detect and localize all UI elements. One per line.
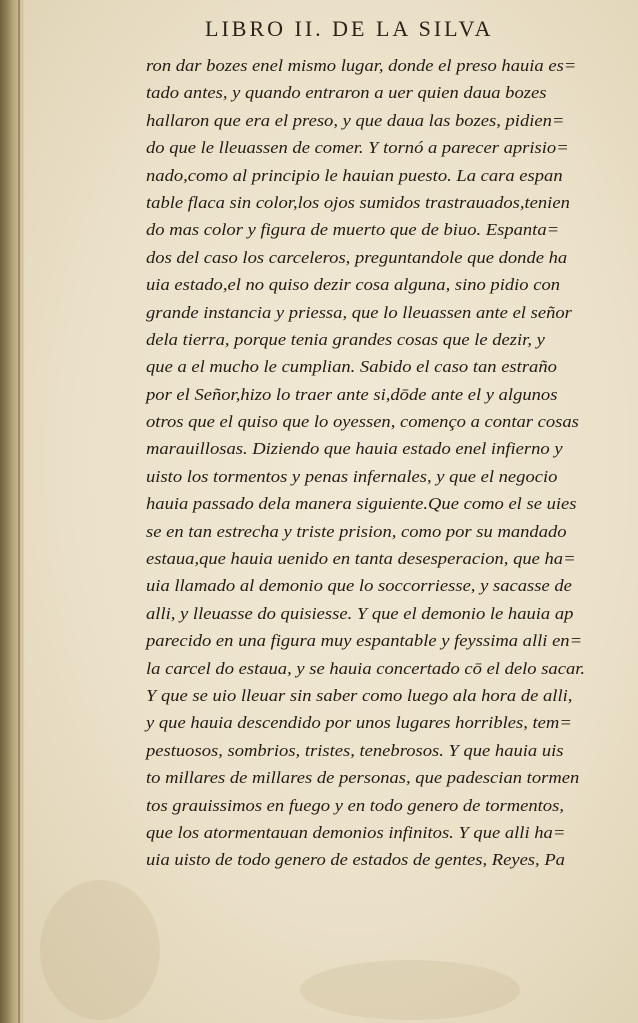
text-line: otros que el quiso que lo oyessen, començo a contar cosas	[146, 412, 579, 432]
text-line: hauia passado dela manera siguiente.Que como el se uies	[146, 494, 577, 514]
text-line: dela tierra, porque tenia grandes cosas que le dezir, y	[146, 329, 545, 349]
body-text	[146, 52, 616, 874]
text-line: uia estado,el no quiso dezir cosa alguna, sino pidio con	[146, 275, 561, 295]
text-line: dos del caso los carceleros, preguntandole que donde ha	[146, 247, 568, 267]
text-line: y que hauia descendido por unos lugares horribles, tem=	[146, 713, 572, 733]
book-gutter	[0, 0, 24, 1023]
gutter-fold-line	[18, 0, 20, 1023]
paper-stain	[300, 960, 520, 1020]
text-line: do mas color y figura de muerto que de biuo. Espanta=	[146, 220, 560, 240]
text-line: marauillosas. Diziendo que hauia estado enel infierno y	[146, 439, 563, 459]
text-line: do que le lleuassen de comer. Y tornó a parecer aprisio=	[146, 138, 569, 158]
text-line: ron dar bozes enel mismo lugar, donde el preso hauia es=	[146, 56, 577, 75]
running-header: LIBRO II. DE LA SILVA	[205, 16, 494, 41]
paper-stain	[40, 880, 160, 1020]
text-line: table flaca sin color,los ojos sumidos trastrauados,tenien	[146, 192, 570, 212]
text-line: se en tan estrecha y triste prision, como por su mandado	[146, 521, 567, 541]
text-line: tado antes, y quando entraron a uer quien daua bozes	[146, 83, 547, 103]
text-line: uisto los tormentos y penas infernales, y que el negocio	[146, 466, 558, 486]
text-line: la carcel do estaua, y se hauia concertado cō el delo sacar.	[146, 658, 586, 678]
text-line: hallaron que era el preso, y que daua las bozes, pidien=	[146, 110, 565, 130]
text-line: alli, y lleuasse do quisiesse. Y que el demonio le hauia ap	[146, 603, 574, 623]
text-line: por el Señor,hizo lo traer ante si,dōde ante el y algunos	[146, 384, 558, 404]
text-line: que a el mucho le cumplian. Sabido el caso tan estraño	[146, 357, 557, 377]
text-line: pestuosos, sombrios, tristes, tenebrosos. Y que hauia uis	[146, 740, 564, 760]
text-line: estaua,que hauia uenido en tanta desesperacion, que ha=	[146, 549, 576, 569]
text-line: uia llamado al demonio que lo soccorriesse, y sacasse de	[146, 576, 572, 596]
text-line: nado,como al principio le hauian puesto. La cara espan	[146, 165, 563, 185]
text-line: que los atormentauan demonios infinitos. Y que alli ha=	[146, 822, 566, 842]
text-line: grande instancia y priessa, que lo lleuassen ante el señor	[146, 302, 572, 322]
text-line: parecido en una figura muy espantable y feyssima alli en=	[146, 631, 583, 651]
text-line: to millares de millares de personas, que padescian tormen	[146, 768, 580, 788]
text-line: Y que se uio lleuar sin saber como luego ala hora de alli,	[146, 685, 573, 705]
text-line: uia uisto de todo genero de estados de gentes, Reyes, Pa	[146, 850, 565, 870]
text-line: tos grauissimos en fuego y en todo genero de tormentos,	[146, 795, 564, 815]
